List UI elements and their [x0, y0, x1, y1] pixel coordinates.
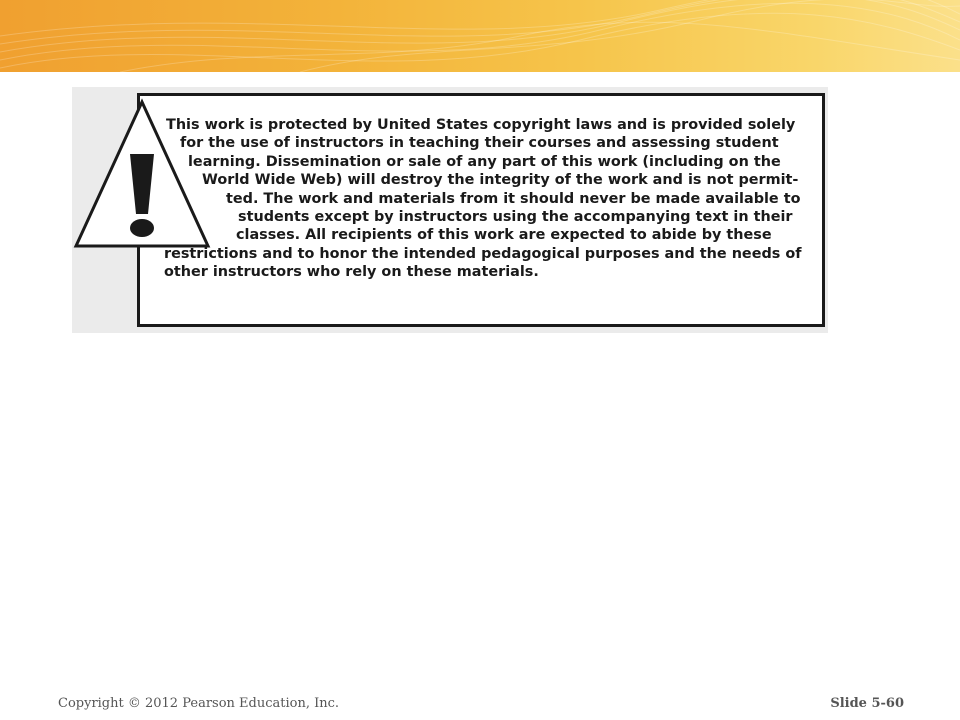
header-banner — [0, 0, 960, 72]
notice-line: students except by instructors using the accompanying text in their — [238, 209, 793, 226]
banner-wave-pattern — [0, 0, 960, 72]
notice-line: classes. All recipients of this work are expected to abide by these — [236, 227, 772, 244]
notice-line: other instructors who rely on these materials. — [164, 264, 539, 281]
notice-line: restrictions and to honor the intended pedagogical purposes and the needs of — [164, 245, 802, 262]
footer-copyright: Copyright © 2012 Pearson Education, Inc. — [58, 696, 340, 711]
notice-line: for the use of instructors in teaching their courses and assessing student — [180, 135, 779, 152]
notice-text — [150, 116, 810, 282]
notice-line: ted. The work and materials from it should never be made available to — [226, 190, 801, 207]
notice-line: learning. Dissemination or sale of any part of this work (including on the — [188, 153, 781, 170]
slide-number: Slide 5-60 — [830, 696, 904, 711]
notice-line: This work is protected by United States copyright laws and is provided solely — [166, 117, 796, 133]
notice-line: World Wide Web) will destroy the integrity of the work and is not permit- — [202, 172, 799, 189]
